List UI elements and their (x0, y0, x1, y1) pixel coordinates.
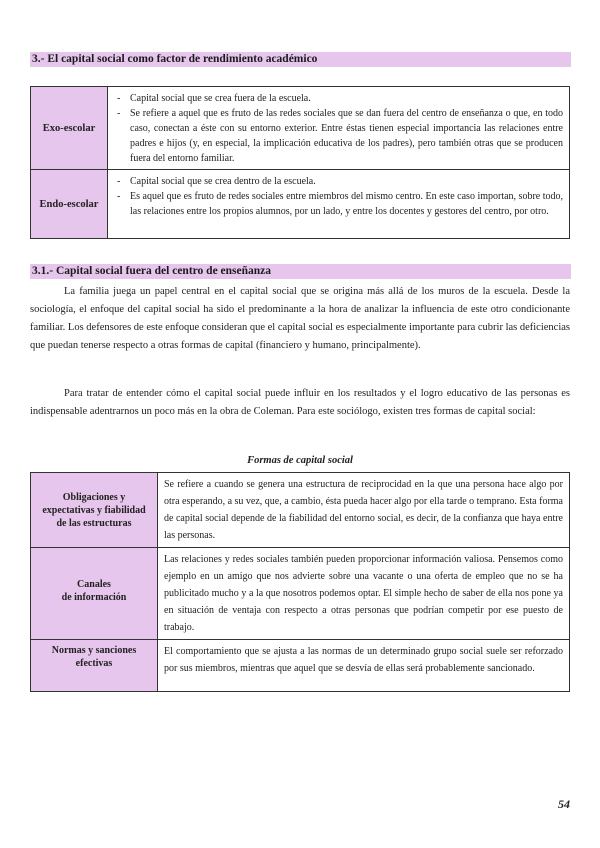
subsection-heading: 3.1.- Capital social fuera del centro de enseñanza (30, 264, 571, 279)
list-item: - Capital social que se crea fuera de la escuela. (114, 91, 563, 106)
row-label: Endo-escolar (31, 170, 108, 239)
page-number: 54 (558, 797, 570, 811)
table-row (31, 87, 570, 170)
row-label: Exo-escolar (31, 87, 108, 170)
forms-of-capital-table (30, 472, 570, 692)
label-line: Canales (77, 579, 111, 590)
label-line: de las estructuras (56, 517, 132, 529)
label-line: expectativas y fiabilidad (42, 504, 146, 516)
capital-types-table (30, 86, 570, 239)
table-row (31, 473, 570, 548)
label-line: Normas y sanciones (51, 645, 137, 656)
label-line: efectivas (75, 658, 113, 669)
list-item: - Capital social que se crea dentro de la escuela. (114, 174, 563, 189)
row-label (31, 473, 158, 548)
table-caption: Formas de capital social (247, 455, 353, 466)
table-row (31, 170, 570, 239)
paragraph: Para tratar de entender cómo el capital social puede influir en los resultados y el logro educativo de las personas es indispensable adentrarnos un poco más en la obra de Coleman. Para este sociólogo, existen tres formas de capital social: (30, 388, 570, 417)
label-line: de información (61, 592, 127, 603)
row-label (31, 640, 158, 692)
list-item: - Es aquel que es fruto de redes sociales entre miembros del mismo centro. En este caso importan, sobre todo, las relaciones entre los propios alumnos, por un lado, y entre los docentes y gestores del centro, por otro. (114, 189, 563, 219)
row-description: El comportamiento que se ajusta a las normas de un determinado grupo social suele ser reforzado por sus miembros, mientras que aquel que se desvía de ellas será probablemente sancionado. (158, 640, 570, 692)
list-item: - Se refiere a aquel que es fruto de las redes sociales que se dan fuera del centro de enseñanza o que, en todo caso, conectan a éste con su entorno exterior. Entre éstas tienen especial importancia las relaciones entre padres e hijos (y, en especial, la implicación educativa de los padres), pero también otras que se producen fuera del entorno familiar. (114, 106, 563, 166)
row-description: Se refiere a cuando se genera una estructura de reciprocidad en la que una persona hace algo por otra esperando, a su vez, que, a cambio, ésta pueda hacer algo por ella tarde o temprano. Esta forma de capital social depende de la fiabilidad del entorno social, es decir, de la confianza que haya entre las personas. (158, 473, 570, 548)
row-description (108, 87, 570, 170)
row-label (31, 548, 158, 640)
section-heading: 3.- El capital social como factor de rendimiento académico (30, 52, 571, 67)
row-description (108, 170, 570, 239)
paragraph: La familia juega un papel central en el capital social que se origina más allá de los muros de la escuela. Desde la sociología, el enfoque del capital social ha sido el predominante a la hora de analizar la influencia de este otro condicionante familiar. Los defensores de este enfoque consideran que el capital social es especialmente importante para cubrir las deficiencias que puedan tenerse respecto a otras formas de capital (financiero y humano, principalmente). (30, 286, 570, 351)
row-description: Las relaciones y redes sociales también pueden proporcionar información valiosa. Pensemos como ejemplo en un amigo que nos advierte sobre una vacante o una oferta de empleo que no se ha publicitado mucho y a la que nosotros podemos optar. El simple hecho de saber de ella nos pone ya en situación de ventaja con respecto a otras personas que podrían competir por ese puesto de trabajo. (158, 548, 570, 640)
table-row (31, 640, 570, 692)
table-row (31, 548, 570, 640)
label-line: Obligaciones y (62, 491, 126, 503)
